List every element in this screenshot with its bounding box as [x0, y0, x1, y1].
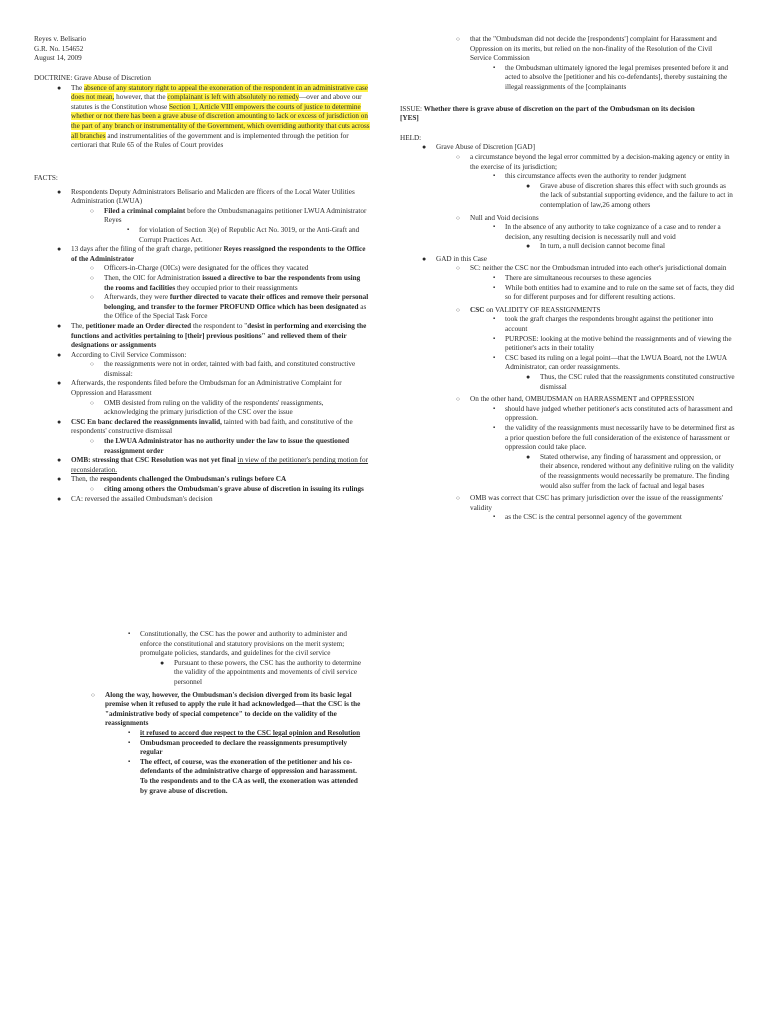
list-item: ○ CSC on VALIDITY OF REASSIGNMENTS	[456, 305, 601, 314]
issue-statement: ISSUE: Whether there is grave abuse of discretion on the part of the Ombudsman on its decision [YES]	[400, 104, 695, 123]
circle-bullet-icon: ○	[456, 153, 460, 161]
doctrine-label: DOCTRINE: Grave Abuse of Discretion	[34, 74, 151, 82]
circle-bullet-icon: ○	[90, 399, 94, 407]
list-item: ▪ the Ombudsman ultimately ignored the legal premises presented before it and acted to absolve the [petitioner and his co-defendants], thereby sustaining the illegal reassignments of the [complainants	[493, 63, 729, 91]
list-item: ○ SC: neither the CSC nor the Ombudsman intruded into each other's jurisdictional domain	[456, 264, 727, 273]
list-item: ▪ for violation of Section 3(e) of Republic Act No. 3019, or the Anti-Graft and Corrupt Practices Act.	[127, 225, 360, 244]
list-item: ○ OMB desisted from ruling on the validity of the respondents' reassignments, acknowledging the primary jurisdiction of the CSC over the issue	[90, 398, 324, 417]
right-column	[400, 35, 740, 523]
circle-bullet-icon: ○	[90, 294, 94, 302]
list-item: ● Respondents Deputy Administrators Belisario and Malicden are fficers of the Local Water Utilities Administration (LWUA)	[57, 187, 355, 206]
facts-section	[34, 174, 374, 504]
list-item: ▪ In the absence of any authority to take cognizance of a case and to render a decision, any resulting decision is necessarily null and void	[493, 223, 721, 241]
list-item: ○ On the other hand, OMBUDSMAN on HARRASSMENT and OPPRESSION	[456, 395, 695, 404]
list-item: ○ Along the way, however, the Ombudsman's decision diverged from its basic legal premise when it refused to apply the rule it had acknowledged—that the CSC is the "administrative body of special competence" to decide on the validity of the reassignments	[91, 690, 361, 728]
circle-bullet-icon: ○	[91, 691, 95, 699]
circle-bullet-icon: ○	[456, 495, 460, 503]
circle-bullet-icon: ○	[456, 396, 460, 404]
bullet-icon: ●	[57, 494, 62, 503]
held-label: HELD:	[400, 133, 422, 142]
square-bullet-icon: ▪	[127, 226, 130, 233]
square-bullet-icon: ▪	[493, 224, 496, 231]
list-item: ● Then, the respondents challenged the Ombudsman's rulings before CA	[57, 475, 287, 484]
list-item: ○ Filed a criminal complaint before the Ombudsmanagains petitioner LWUA Administrator Reyes	[90, 206, 367, 225]
list-item: ● Grave abuse of discretion shares this effect with such grounds as the lack of substantial supporting evidence, and the failure to act in contemplation of law,26 among others	[526, 181, 733, 209]
bullet-icon: ●	[526, 242, 531, 251]
list-item: ● The, petitioner made an Order directed the respondent to "desist in performing and exercising the functions and activities pertaining to [their] previous positions" and relieved them of their designations or assignments	[57, 321, 367, 350]
square-bullet-icon: ▪	[493, 354, 496, 361]
list-item: ● GAD in this Case	[422, 254, 487, 263]
bullet-icon: ●	[526, 373, 531, 381]
bullet-icon: ●	[160, 658, 165, 667]
bullet-icon: ●	[57, 83, 62, 92]
circle-bullet-icon: ○	[90, 438, 94, 446]
square-bullet-icon: ▪	[493, 424, 496, 431]
list-item: ○ a circumstance beyond the legal error committed by a decision-making agency or entity in the exercise of its jurisdiction;	[456, 152, 730, 171]
case-date: August 14, 2009	[34, 54, 82, 63]
list-item: ○ Then, the OIC for Administration issued a directive to bar the respondents from using the rooms and facilities they occupied prior to their reassignments	[90, 273, 361, 292]
list-item: ○ Null and Void decisions	[456, 213, 539, 222]
list-item: ● Stated otherwise, any finding of harassment and oppression, or their absence, rendered without any definitive ruling on the validity of the reassignments would necessarily be premature. The finding would also suffer from the lack of factual and legal bases	[526, 452, 735, 490]
list-item: ▪ it refused to accord due respect to the CSC legal opinion and Resolution	[128, 728, 361, 737]
list-item: ● In turn, a null decision cannot become final	[526, 242, 665, 251]
list-item: ● OMB: stressing that CSC Resolution was not yet final in view of the petitioner's pending motion for reconsideration.	[57, 456, 369, 474]
doctrine-item	[57, 83, 371, 151]
circle-bullet-icon: ○	[90, 274, 94, 282]
list-item: ▪ this circumstance affects even the authority to render judgment	[493, 172, 687, 181]
bullet-icon: ●	[57, 321, 62, 330]
case-header	[34, 35, 374, 64]
list-item: ○ Officers-in-Charge (OICs) were designated for the offices they vacated	[90, 264, 309, 273]
lower-continuation	[91, 630, 380, 796]
bullet-icon: ●	[57, 350, 62, 359]
square-bullet-icon: ▪	[128, 758, 131, 765]
bullet-icon: ●	[422, 254, 427, 263]
case-number: G.R. No. 154652	[34, 44, 84, 53]
list-item: ▪ While both entities had to examine and to rule on the same set of facts, they did so for different purposes and for different resulting actions.	[493, 283, 734, 302]
square-bullet-icon: ▪	[128, 739, 131, 746]
list-item: ● Afterwards, the respondents filed before the Ombudsman for an Administrative Complaint for Oppression and Harassment	[57, 379, 342, 398]
list-item: ▪ Ombudsman proceeded to declare the reassignments presumptively regular	[128, 738, 348, 757]
circle-bullet-icon: ○	[90, 207, 94, 215]
list-item: ○ Afterwards, they were further directed to vacate their offices and remove their personal belonging, and transfer to the former PROFUND Office which has been designated as the Office of the Special Task Force	[90, 293, 369, 321]
square-bullet-icon: ▪	[493, 64, 496, 71]
list-item: ● Thus, the CSC ruled that the reassignments constituted constructive dismissal	[526, 373, 735, 391]
list-item: ▪ Constitutionally, the CSC has the power and authority to administer and enforce the constitutional and statutory provisions on the merit system; promulgate policies, standards, and guidelines for the civil service	[128, 630, 347, 658]
circle-bullet-icon: ○	[456, 214, 460, 222]
list-item: ● Grave Abuse of Discretion [GAD]	[422, 143, 535, 152]
list-item: ● Pursuant to these powers, the CSC has the authority to determine the validity of the appointments and movements of civil service personnel	[160, 658, 362, 686]
list-item: ○ the reassignments were not in order, tainted with bad faith, and constituted constructive dismissal:	[90, 360, 356, 378]
bullet-icon: ●	[57, 475, 62, 484]
bullet-icon: ●	[57, 456, 62, 465]
list-item: ● According to Civil Service Commisson:	[57, 350, 187, 359]
circle-bullet-icon: ○	[456, 36, 460, 43]
circle-bullet-icon: ○	[90, 265, 94, 273]
square-bullet-icon: ▪	[493, 275, 496, 282]
doctrine-text: The absence of any statutory right to appeal the exoneration of the respondent in an administrative case does not mean, however, that the complainant is left with absolutely no remedy—over and above our statutes is the Constitution whose Section 1, Article VIII empowers the courts of justice to determine whether or not there has been a grave abuse of discretion amounting to lack or excess of jurisdiction on the part of any branch or instrumentality of the Government, which overriding authority that cuts across all branches and instrumentalities of the government and is implemented through the petition for certiorari that Rule 65 of the Rules of Court provides	[71, 83, 370, 150]
facts-label: FACTS:	[34, 174, 58, 182]
square-bullet-icon: ▪	[493, 284, 496, 291]
list-item: ○ the LWUA Administrator has no authority under the law to issue the questioned reassignment order	[90, 437, 350, 455]
square-bullet-icon: ▪	[493, 405, 496, 412]
list-item: ○ citing among others the Ombudsman's grave abuse of discretion in issuing its rulings	[90, 485, 364, 493]
square-bullet-icon: ▪	[493, 335, 496, 342]
list-item: ▪ The effect, of course, was the exoneration of the petitioner and his co-defendants of the administrative charge of oppression and harassment. To the respondents and to the CA as well, the exoneration was attended by grave abuse of discretion.	[128, 757, 358, 795]
list-item: ● CA: reversed the assailed Ombudsman's decision	[57, 494, 213, 503]
doctrine-section	[34, 74, 374, 151]
bullet-icon: ●	[57, 379, 62, 388]
circle-bullet-icon: ○	[90, 486, 94, 493]
list-item: ▪ PURPOSE: looking at the motive behind the reassignments and of viewing the petitioner's acts in their totality	[493, 334, 732, 353]
circle-bullet-icon: ○	[456, 306, 460, 314]
square-bullet-icon: ▪	[128, 729, 131, 736]
list-item: ● 13 days after the filing of the graft charge, petitioner Reyes reassigned the respondents to the Office of the Administrator	[57, 245, 366, 263]
bullet-icon: ●	[57, 417, 62, 426]
circle-bullet-icon: ○	[90, 361, 94, 369]
square-bullet-icon: ▪	[493, 316, 496, 323]
circle-bullet-icon: ○	[456, 265, 460, 273]
list-item: ○ OMB was correct that CSC has primary jurisdiction over the issue of the reassignments' validity	[456, 494, 724, 512]
list-item: ▪ There are simultaneous recourses to these agencies	[493, 274, 652, 283]
bullet-icon: ●	[422, 143, 427, 152]
square-bullet-icon: ▪	[493, 514, 496, 521]
list-item: ▪ as the CSC is the central personnel agency of the government	[493, 513, 682, 522]
list-item: ▪ took the graft charges the respondents brought against the petitioner into account	[493, 315, 714, 334]
list-item: ○ that the "Ombudsman did not decide the [respondents'] complaint for Harassment and Oppression on its merits, but relied on the non-finality of the Resolution of the Civil Service Commission	[456, 35, 717, 63]
square-bullet-icon: ▪	[493, 173, 496, 180]
case-title: Reyes v. Belisario	[34, 35, 87, 43]
bullet-icon: ●	[57, 245, 62, 254]
list-item: ▪ should have judged whether petitioner's acts constituted acts of harassment and oppression.	[493, 404, 733, 423]
list-item: ▪ CSC based its ruling on a legal point—that the LWUA Board, not the LWUA Administrator, can order reassignments.	[493, 353, 727, 372]
list-item: ▪ the validity of the reassignments must necessarily have to be determined first as a prior question before the full consideration of the existence of harassment or oppression could take place.	[493, 423, 735, 452]
list-item: ● CSC En banc declared the reassignments invalid, tainted with bad faith, and constitutive of the respondents' constructive dismissal	[57, 417, 353, 436]
bullet-icon: ●	[57, 187, 62, 196]
bullet-icon: ●	[526, 181, 531, 190]
bullet-icon: ●	[526, 452, 531, 461]
square-bullet-icon: ▪	[128, 631, 131, 637]
